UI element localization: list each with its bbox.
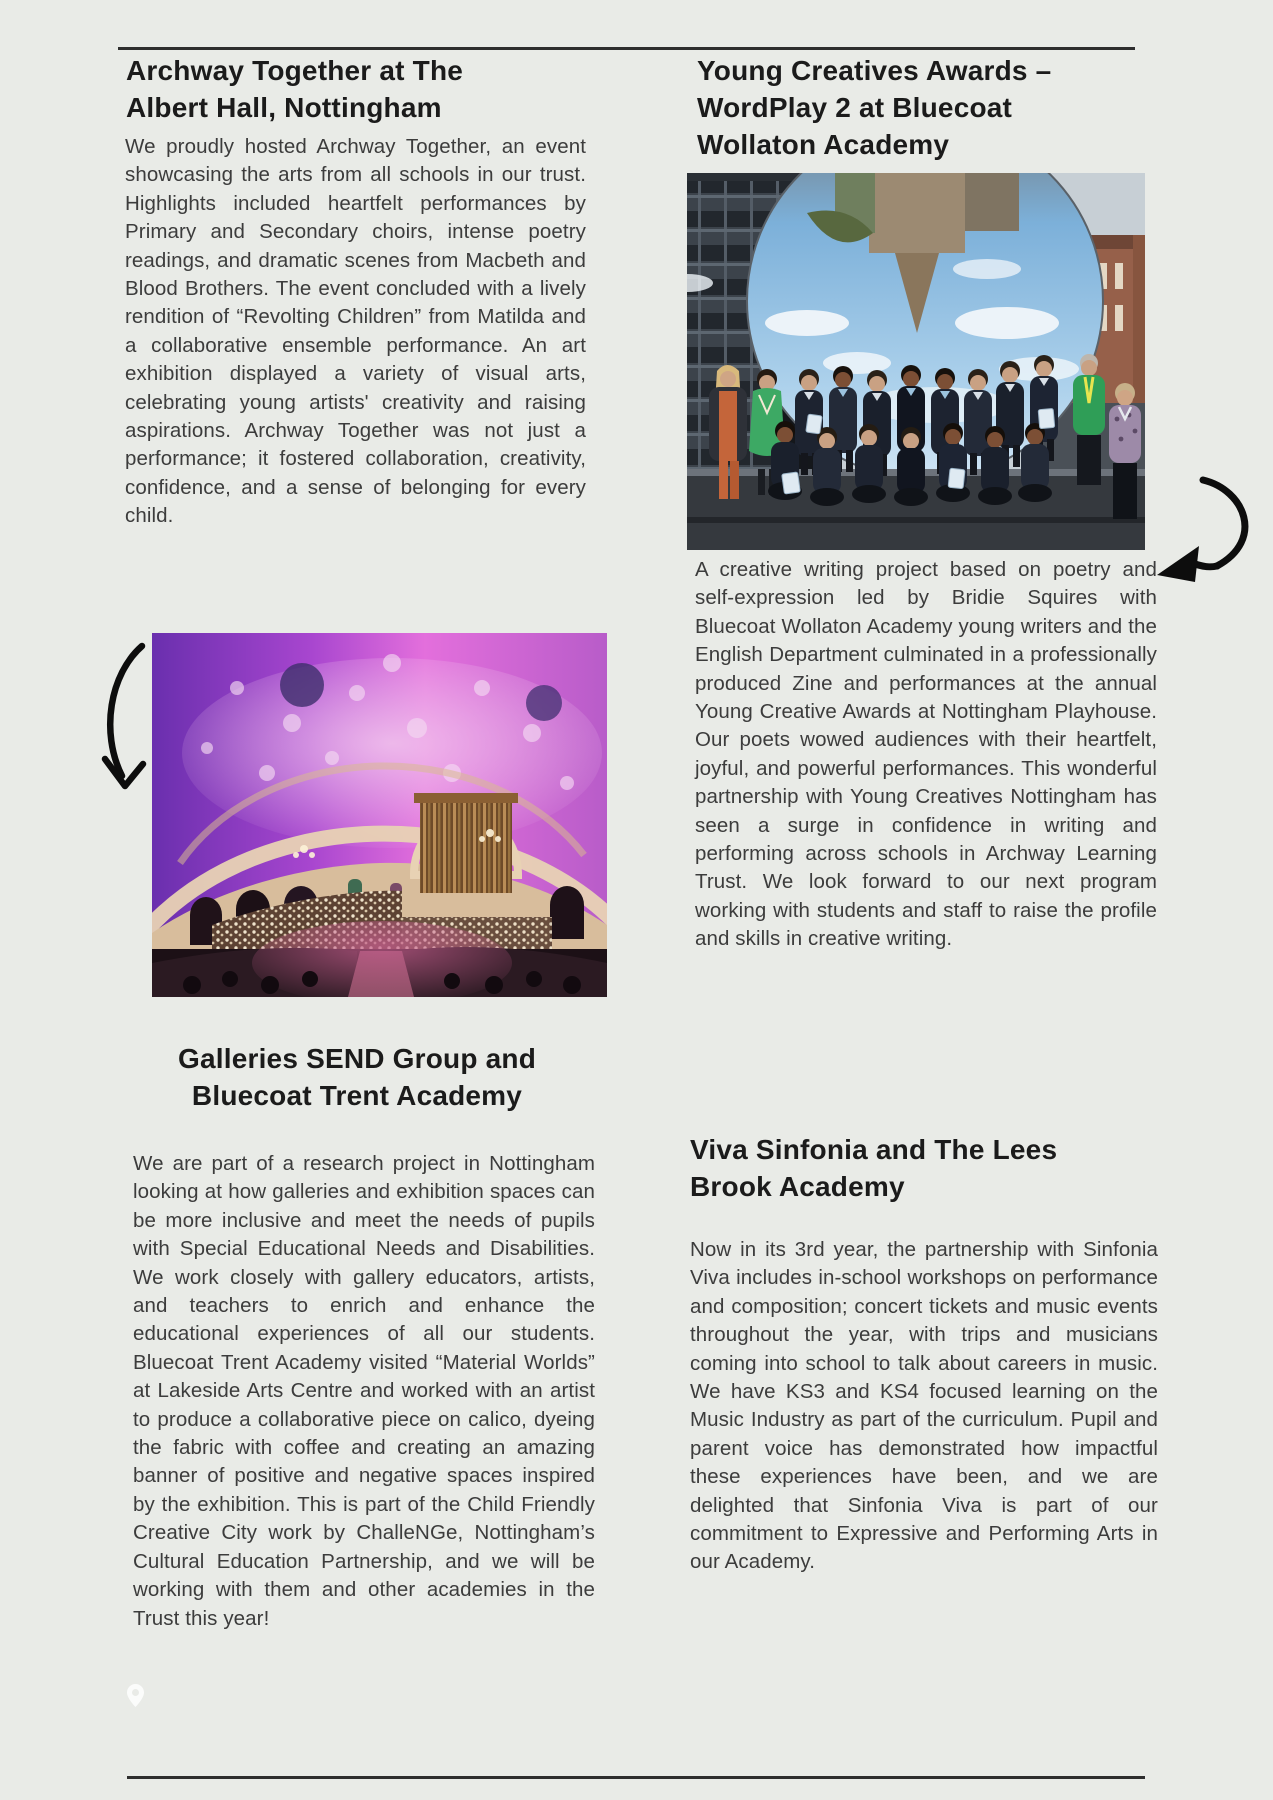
viva-article-title [690,1131,1150,1205]
young-creatives-article-title [697,52,1157,163]
archway-article-title [126,52,606,126]
sky-mirror-photo [687,173,1145,550]
young-creatives-title-line1: Young Creatives Awards – [697,55,1052,86]
archway-title-line1: Archway Together at The [126,55,464,86]
albert-hall-photo [152,633,607,997]
galleries-title-line1: Galleries SEND Group and [178,1043,536,1074]
viva-title-line2: Brook Academy [690,1171,905,1202]
viva-article-body: Now in its 3rd year, the partnership with Sinfonia Viva includes in-school workshops on performance and composition; concert tickets and music events throughout the year, with trips and musicians coming into school to talk about careers in music. We have KS3 and KS4 focused learning on the Music Industry as part of the curriculum. Pupil and parent voice has demonstrated how impactful these experiences have been, and we are delighted that Sinfonia Viva is part of our commitment to Expressive and Performing Arts in our Academy. [690,1238,1158,1574]
arrow-left-icon [1143,472,1269,594]
archway-title-line2: Albert Hall, Nottingham [126,92,442,123]
galleries-title-line2: Bluecoat Trent Academy [191,1080,523,1111]
arrow-down-icon [96,640,154,798]
organ-pipes [420,801,512,893]
young-creatives-title-line3: Wollaton Academy [697,129,950,160]
viva-title-line1: Viva Sinfonia and The Lees [690,1134,1058,1165]
top-divider [118,47,1135,50]
galleries-article-body: We are part of a research project in Nottingham looking at how galleries and exhibition spaces can be more inclusive and meet the needs of pupils with Special Educational Needs and Disabilities. We work closely with gallery educators, artists, and teachers to enrich and enhance the educational experiences of all our students. Bluecoat Trent Academy visited “Material Worlds” at Lakeside Arts Centre and worked with an artist to produce a collaborative piece on calico, dyeing the fabric with coffee and creating an amazing banner of positive and negative spaces inspired by the exhibition. This is part of the Child Friendly Creative City work by ChalleNGe, Nottingham’s Cultural Education Partnership, and we will be working with them and other academies in the Trust this year! [133,1152,595,1630]
galleries-article-title [126,1040,588,1114]
young-creatives-article-body: A creative writing project based on poetry and self-expression led by Bridie Squires with Bluecoat Wollaton Academy young writers and the English Department culminated in a professionally produced Zine and performances at the annual Young Creative Awards at Nottingham Playhouse. Our poets wowed audiences with their heartfelt, joyful, and powerful performances. This wonderful partnership with Young Creatives Nottingham has seen a surge in confidence in writing and performing across schools in Archway Learning Trust. We look forward to our next program working with students and staff to raise the profile and skills in creative writing. [695,558,1157,951]
young-creatives-title-line2: WordPlay 2 at Bluecoat [697,92,1013,123]
bottom-divider [127,1776,1145,1779]
location-pin-icon [127,1684,144,1707]
archway-article-body: We proudly hosted Archway Together, an event showcasing the arts from all schools in our trust. Highlights included heartfelt performances by Primary and Secondary choirs, intense poetry readings, and dramatic scenes from Macbeth and Blood Brothers. The event concluded with a lively rendition of “Revolting Children” from Matilda and a collaborative ensemble performance. An art exhibition displayed a variety of visual arts, celebrating young artists' creativity and raising aspirations. Archway Together was not just a performance; it fostered collaboration, creativity, confidence, and a sense of belonging for every child. [125,135,586,528]
